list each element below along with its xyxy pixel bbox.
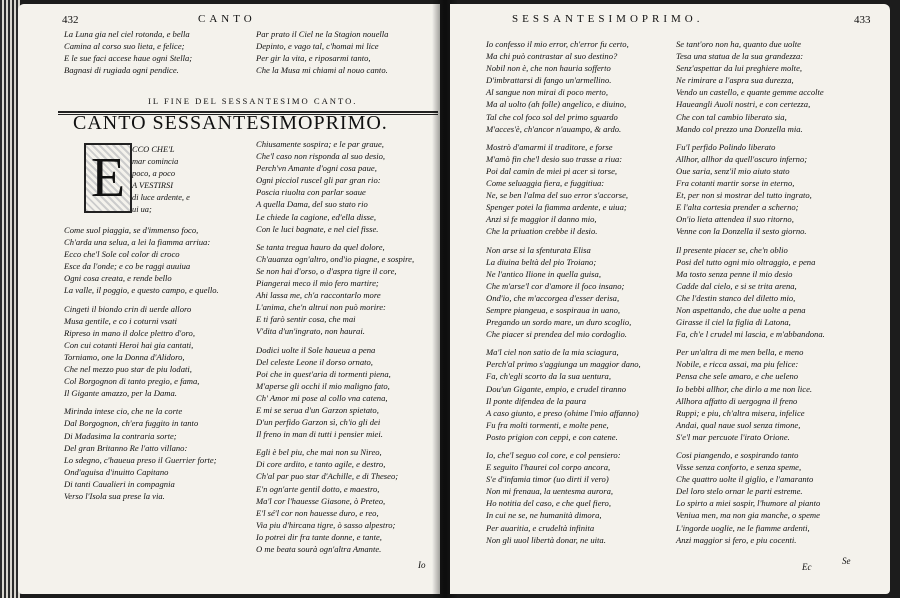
verse-line: La valle, il poggio, e questo campo, e quello.	[64, 285, 219, 296]
verse-line: Ripreso in mano il dolce plettro d'oro,	[64, 327, 195, 338]
verse-line: Vendo un castello, e quante gemme accolte	[676, 87, 824, 98]
verse-line: A VESTIRSI	[132, 181, 174, 191]
verse-line: Cingeti il biondo crin di uerde alloro	[64, 303, 192, 314]
verse-line: Via piu d'hircana tigre, ò sasso alpestro;	[256, 519, 396, 530]
verse-line: Il ponte difendea de la paura	[486, 395, 587, 406]
verse-line: Ch'arda una selua, a lei la fiamma arriua:	[64, 237, 211, 248]
verse-line: Oue saria, senz'il mio aiuto stato	[676, 165, 790, 176]
verse-line: Ne l'antico Ilione in quella guisa,	[486, 268, 601, 279]
verse-line: Per auaritia, e crudeltà infinita	[486, 522, 595, 533]
verse-line: Del gran Britanno Re l'atto villano:	[64, 442, 188, 453]
verse-line: La Luna gia nel ciel rotonda, e bella	[64, 29, 190, 39]
verse-line: Nobile, e ricca assai, ma piu felice:	[676, 359, 799, 370]
verse-line: Piangerai meco il mio fero martire;	[256, 278, 379, 289]
verse-line: Dodici uolte il Sole haueua a pena	[256, 344, 376, 355]
verse-line: Se tanta tregua hauro da quel dolore,	[256, 241, 385, 252]
verse-line: Col Borgognon di tanto pregio, e fama,	[64, 376, 200, 387]
verse-line: Io, che'l seguo col core, e col pensiero:	[486, 450, 621, 460]
verse-line: Visse senza conforto, e senza speme,	[676, 462, 802, 473]
verse-line: Posto prigion con ceppi, e con catene.	[486, 431, 618, 442]
verse-line: Io potrei dir fra tante donne, e tante,	[256, 531, 382, 542]
verse-line: Che'l caso non risponda al suo desio,	[256, 151, 386, 162]
verse-line: Poscia riuolta con parlar soaue	[256, 187, 366, 198]
verse-line: Ecco che'l Sole col color di croco	[64, 249, 180, 260]
verse-line: Che la Musa mi chiami al nouo canto.	[256, 65, 388, 76]
running-head: SESSANTESIMOPRIMO.	[512, 13, 704, 25]
verse-line: Lo sdegno, c'haueua preso il Guerrier forte;	[64, 454, 217, 465]
verse-line: Se tant'oro non ha, quanto due uolte	[676, 39, 801, 49]
verse-line: Depinto, e vago tal, c'homai mi lice	[256, 41, 379, 52]
verse-line: D'un perfido Garzon sì, ch'io gli dei	[256, 417, 381, 428]
verse-line: Fu fra molti tormenti, e molte pene,	[486, 419, 609, 430]
verse-line: Haueangli Auoli nostri, e con certezza,	[676, 99, 811, 110]
verse-column	[486, 38, 641, 546]
verse-line: L'ingorde uoglie, ne le fiamme ardenti,	[676, 522, 810, 533]
verse-line: D'imbrattarsi di fango un'armellino.	[486, 75, 612, 86]
verse-line: Fra cotanti martir sorse in eterno,	[676, 178, 795, 189]
verse-line: Mostrò d'amarmi il traditore, e forse	[486, 141, 613, 152]
verse-line: CCO CHE'L	[132, 145, 175, 154]
verse-line: In cui ne se, ne humanità dimora,	[486, 510, 602, 521]
verse-line: Veniua men, ma non gia manche, o speme	[676, 510, 820, 521]
verse-line: Che nel mezzo puo star de piu lodati,	[64, 364, 192, 375]
verse-line: Lo spirto a miei sospir, l'humore al pianto	[676, 498, 821, 509]
verse-line: A caso giunto, e preso (ohime l'mio affanno)	[486, 407, 639, 418]
decorated-initial	[84, 143, 132, 213]
page-number: 432	[62, 14, 79, 26]
verse-line: ui ua;	[132, 205, 152, 215]
verse-line: Perch'vn Amante d'ogni cosa paue,	[256, 163, 377, 174]
running-head: CANTO	[198, 13, 256, 25]
verse-line: Venne con la Donzella il sesto giorno.	[676, 226, 807, 237]
verse-line: Ma chi può contrastar al suo destino?	[486, 51, 618, 62]
verse-line: S'e d'infamia timor (uo dirti il vero)	[486, 474, 609, 485]
verse-line: Non mi frenaua, la uentesma aurora,	[486, 486, 614, 497]
left-page	[18, 4, 440, 594]
verse-line: Ne rimirare a l'aspra sua durezza,	[676, 75, 794, 86]
verse-line: Mando col prezzo una Donzella mia.	[676, 123, 803, 134]
verse-line: M'aperse gli occhi il mio maligno fato,	[256, 380, 390, 391]
verse-line: Sempre piangeua, e sospiraua in uano,	[486, 304, 621, 315]
verse-line: V'dita d'un'ingrato, non haurai.	[256, 326, 365, 337]
end-of-canto-line: IL FINE DEL SESSANTESIMO CANTO.	[148, 96, 358, 106]
verse-column	[676, 38, 825, 546]
verse-line: Nobil non è, che non hauria sofferto	[486, 63, 611, 74]
verse-column	[64, 224, 219, 502]
verse-line: Ma'l ciel non satio de la mia sciagura,	[486, 347, 619, 358]
verse-line: Senz'aspettar da lui preghiere molte,	[676, 63, 803, 74]
verse-line: Il Gigante amazzo, per la Dama.	[64, 388, 177, 399]
verse-line: Che piacer si prendea del mio cordoglio.	[486, 329, 627, 340]
verse-column	[256, 138, 414, 555]
verse-line: Musa gentile, e co i coturni vsati	[64, 315, 177, 326]
verse-line: E'l sé'l cor non hauesse duro, e reo,	[256, 507, 379, 518]
verse-line: Ogni picciol ruscel gli par gran rio:	[256, 175, 381, 186]
verse-line: Tal che col foco sol del primo sguardo	[486, 111, 618, 122]
verse-line: Spenger potei la fiamma ardente, e uiua;	[486, 202, 627, 213]
verse-line: Ond'aguisa d'inuitto Capitano	[64, 466, 169, 477]
verse-line: Ho notitia del caso, e che quel fiero,	[486, 498, 611, 509]
verse-line: Par prato il Ciel ne la Stagion nouella	[256, 29, 389, 39]
verse-line: Tesa una statua de la sua grandezza:	[676, 51, 804, 62]
verse-line: Per gir la vita, e riposarmi tanto,	[256, 53, 371, 64]
verse-line: Di core ardito, e tanto agile, e destro,	[256, 459, 386, 470]
verse-line: Allhora affatto di uergogna il freno	[676, 395, 798, 406]
verse-line: Non aspettando, che due uolte a pena	[676, 304, 806, 315]
verse-line: Allhor, allhor da quell'oscuro inferno;	[676, 153, 808, 164]
verse-line: Ruppi; e piu, ch'altra misera, infelice	[676, 407, 805, 418]
verse-line: Io bebbi allhor, che dirlo a me non lice.	[676, 383, 813, 394]
verse-line: E l'alta cortesia prender a scherno;	[676, 202, 799, 213]
verse-line: Del celeste Leone il dorso ornato,	[256, 356, 373, 367]
verse-line: Chiusamente sospira; e le par graue,	[256, 139, 384, 149]
verse-line: Cosi piangendo, e sospirando tanto	[676, 450, 799, 460]
verse-line: Ma al uolto (ah folle) angelico, e diuino,	[486, 99, 627, 110]
verse-line: Bagnasi di rugiada ogni pendice.	[64, 65, 179, 76]
verse-line: Che la priuation crebbe il desio.	[486, 226, 598, 237]
verse-line: Come seluaggia fiera, e fuggitiua:	[486, 178, 605, 189]
verse-stanza	[64, 28, 192, 76]
verse-line: Ond'io, che m'accorgea d'esser derisa,	[486, 292, 620, 303]
verse-line: M'acces'è, ch'ancor n'auampo, & ardo.	[486, 123, 622, 134]
verse-line: Mirinda intese cio, che ne la corte	[64, 406, 183, 417]
verse-line: E ti farò sentir cosa, che mai	[256, 314, 356, 325]
verse-line: A quella Dama, del suo stato rio	[256, 199, 368, 210]
verse-line: mar comincia	[132, 157, 179, 167]
verse-line: Torniamo, one la Donna d'Alidoro,	[64, 351, 185, 362]
catchword: Io	[418, 560, 426, 570]
verse-line: L'anima, che'n altrui non può morire:	[256, 302, 386, 313]
verse-line: Et, per non si mostrar del tutto ingrato,	[676, 190, 812, 201]
verse-line: Poi dal camin de miei pi acer si torse,	[486, 165, 618, 176]
verse-line: Il freno in man di tutti i pensier miei.	[256, 429, 383, 440]
verse-line: poco, a poco	[132, 169, 176, 179]
verse-line: Ch'auanza ogn'altro, ond'io piagne, e sospire,	[256, 253, 415, 264]
right-page	[450, 4, 890, 594]
canto-title: CANTO SESSANTESIMOPRIMO.	[73, 112, 388, 134]
verse-line: Andai, qual naue suol senza timone,	[676, 419, 801, 430]
verse-line: M'amò fin che'l desio suo trasse a riua:	[486, 153, 623, 164]
verse-line: Ch' Amor mi pose al collo vna catena,	[256, 392, 388, 403]
verse-line: Fu'l perfido Polindo liberato	[676, 141, 776, 152]
verse-line: Perch'al primo s'aggiunga un maggior dano,	[486, 359, 641, 370]
page-edges	[0, 0, 20, 598]
verse-line: di luce ardente, e	[132, 193, 190, 203]
verse-line: Non arse si la sfenturata Elisa	[486, 244, 591, 255]
verse-line: O me beata sourà ogn'altra Amante.	[256, 544, 382, 554]
verse-line: Le chiede la cagione, ed'ella disse,	[256, 211, 376, 222]
verse-line: Al sangue non mirai di poco merto,	[486, 87, 608, 98]
verse-line: Che l'destin stanco del diletto mio,	[676, 292, 796, 303]
verse-line: Se non hai d'orso, o d'aspra tigre il core,	[256, 265, 397, 276]
verse-line: Camina al corso suo lieta, e felice;	[64, 41, 185, 52]
verse-line: Ma'l cor l'hauesse Giasone, ò Preteo,	[256, 495, 386, 506]
verse-line: Che quattro uolte il giglio, e l'amaranto	[676, 474, 814, 485]
verse-line: Che con tal cambio liberato sia,	[676, 111, 787, 122]
verse-line: Verso l'Isola sua prese la via.	[64, 490, 165, 501]
verse-intro	[132, 144, 190, 217]
verse-line: Del loro stelo ornar le parti estreme.	[676, 486, 803, 497]
verse-line: Egli è bel piu, che mai non su Nireo,	[256, 447, 382, 458]
verse-line: Dal Borgognon, ch'era fuggito in tanto	[64, 418, 199, 429]
verse-line: Ahi lassa me, ch'a raccontarlo more	[256, 290, 381, 301]
verse-line: Pensa che sele amaro, e che ueleno	[676, 371, 799, 382]
verse-line: Come suol piaggia, se d'immenso foco,	[64, 225, 199, 235]
verse-stanza	[256, 28, 388, 76]
verse-line: Pregando un sordo mare, un duro scoglio,	[486, 317, 632, 328]
verse-line: Ne, se ben l'alma del suo error s'accorse,	[486, 190, 629, 201]
verse-line: Cadde dal cielo, e si se trita arena,	[676, 280, 797, 291]
verse-line: Anzi si fe maggior il danno mio,	[486, 214, 597, 225]
catchword: Se	[842, 556, 851, 566]
verse-line: On'io lieta attendea il suo ritorno,	[676, 214, 794, 225]
verse-line: Io confesso il mio error, ch'error fu certo,	[486, 39, 629, 49]
verse-line: S'e'l mar percuote l'irato Orione.	[676, 431, 790, 442]
catchword: Ec	[802, 562, 812, 572]
verse-line: Esce da l'onde; e co be raggi auuiua	[64, 261, 191, 272]
verse-line: Poi che in quest'aria di tormenti piena,	[256, 368, 391, 379]
verse-line: Non gli uuol libertà donar, ne uita.	[486, 534, 606, 545]
verse-line: E seguito l'haurei col corpo ancora,	[486, 462, 611, 473]
verse-line: Posi del tutto ogni mio oltraggio, e pena	[676, 256, 816, 267]
verse-line: Dou'un Gigante, empio, e crudel tiranno	[486, 383, 627, 394]
verse-line: E'n ogn'arte gentil dotto, e maestro,	[256, 483, 380, 494]
verse-line: Di Madasima la contraria sorte;	[64, 430, 177, 441]
verse-line: Ogni cosa creata, e rende bello	[64, 273, 172, 284]
verse-line: Che m'arse'l cor d'amore il foco insano;	[486, 280, 625, 291]
verse-line: E mi se serua d'un Garzon spietato,	[256, 404, 379, 415]
verse-line: Il presente piacer se, che'n oblio	[676, 244, 788, 255]
verse-line: Per un'altra di me men bella, e meno	[676, 347, 804, 358]
verse-line: Fa, ch'e l crudel mi lascia, e m'abbandona.	[676, 329, 825, 340]
verse-line: Ch'al par puo star d'Achille, e di Theseo;	[256, 471, 399, 482]
verse-line: Di tanti Caualieri in compagnia	[64, 478, 175, 489]
verse-line: Con cui cotanti Heroi hai gia cantati,	[64, 339, 194, 350]
verse-line: E le sue faci accese haue ogni Stella;	[64, 53, 193, 64]
verse-line: Fa, ch'egli scorto da la sua uentura,	[486, 371, 612, 382]
verse-line: Girasse il ciel la figlia di Latona,	[676, 317, 791, 328]
verse-line: Ma tosto senza penne il mio desio	[676, 268, 793, 279]
page-number: 433	[854, 14, 871, 26]
initial-letter: E	[90, 147, 126, 209]
verse-line: La diuina beltà del pio Troiano;	[486, 256, 597, 267]
verse-line: Anzi maggior si fero, e piu cocenti.	[676, 534, 797, 545]
verse-line: Con le luci bagnate, e nel ciel fisse.	[256, 223, 379, 234]
